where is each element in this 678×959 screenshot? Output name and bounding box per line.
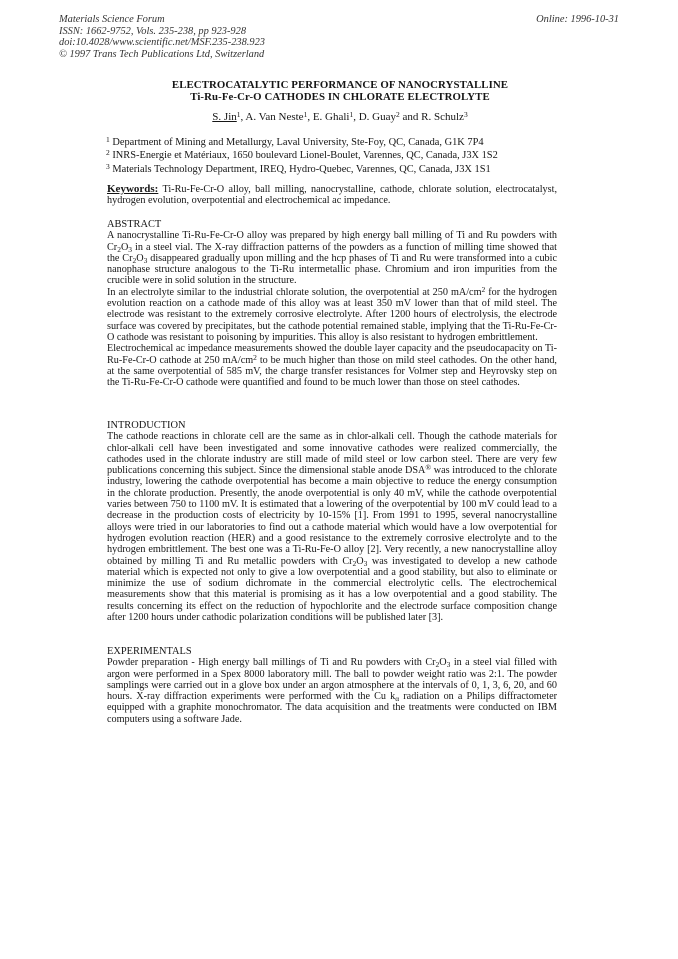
experimentals-section (107, 646, 557, 725)
author-name: , D. Guay (353, 111, 397, 123)
affiliation-line (106, 163, 626, 176)
affiliation-number: 2 (106, 148, 110, 158)
author-list (80, 111, 600, 124)
affiliation-ref: 1 (236, 110, 241, 119)
publication-header (59, 14, 619, 60)
author-name: , A. Van Neste (240, 111, 304, 123)
affiliation-line (106, 136, 626, 149)
introduction-section (107, 420, 557, 623)
doi-line: doi:10.4028/www.scientific.net/MSF.235-238.923 (59, 37, 265, 49)
affiliation-text: Materials Technology Department, IREQ, Hydro-Quebec, Varennes, QC, Canada, J3X 1S1 (109, 163, 491, 175)
introduction-heading: INTRODUCTION (107, 420, 186, 431)
affiliation-line (106, 149, 626, 162)
copyright-line: © 1997 Trans Tech Publications Ltd, Switzerland (59, 48, 265, 60)
author-name: and R. Schulz (399, 111, 464, 123)
paper-title (80, 79, 600, 103)
abstract-paragraph: Electrochemical ac impedance measurements showed the double layer capacity and the pseudocapacity on Ti-Ru-Fe-Cr-O cathode at 250 $mA/cm^2$ to be much higher than those on mild steel cathodes. On the other hand, at the same overpotential of 585 mV, the charge transfer resistances for Volmer step and Heyrovsky step on the Ti-Ru-Fe-Cr-O cathode were quantified and found to be much lower than those on steel cathodes. (107, 343, 557, 389)
affiliation-ref: 2 (396, 110, 400, 119)
issn-line: ISSN: 1662-9752, Vols. 235-238, pp 923-928 (59, 25, 247, 37)
abstract-section (107, 219, 557, 388)
journal-name: Materials Science Forum (59, 14, 165, 25)
affiliation-text: Department of Mining and Metallurgy, Laval University, Ste-Foy, QC, Canada, G1K 7P4 (109, 137, 484, 148)
affiliation-number: 3 (106, 161, 110, 171)
affiliation-ref: 1 (349, 110, 354, 119)
abstract-paragraph: In an electrolyte similar to the industrial chlorate solution, the overpotential at 250 $mA/cm^2$ for the hydrogen evolution reaction on a cathode made of this alloy was at least 350 mV lower than that of mild steel. The electrode was resistant to the extremely corrosive electrolyte. After 1200 hours of electrolysis, the electrode surface was covered by precipitates, but the cathode potential remained stable, implying that the Ti-Ru-Fe-Cr-O cathode was resistant to poisoning by impurities. This alloy is also resistant to hydrogen embrittlement. (107, 284, 557, 343)
abstract-paragraph: A nanocrystalline Ti-Ru-Fe-Cr-O alloy was prepared by high energy ball milling of Ti and Ru powders with $Cr_2O_3$ in a steel vial. The X-ray diffraction patterns of the powders as a function of milling time showed that the $Cr_2O_3$ disappeared gradually upon milling and the hcp phases of Ti and Ru were transformed into a cubic nanophase structure analogous to the Ti-Ru intermetallic phase. Chromium and iron impurities from the crucible were in solid solution in the structure. (107, 230, 557, 287)
author-name: S. Jin (212, 111, 237, 123)
abstract-heading: ABSTRACT (107, 219, 162, 230)
affiliation-text: INRS-Energie et Matériaux, 1650 boulevard Lionel-Boulet, Varennes, QC, Canada, J3X 1S2 (109, 150, 498, 162)
introduction-paragraph: The cathode reactions in chlorate cell are the same as in chlor-alkali cell. Though the cathode materials for chlor-alkali cell have been investigated and some innovative cathodes were realized commercially, the cathodes used in the chlorate industry are still made of mild steel or low carbon steel. There are very few publications concerning this subject. Since the dimensional stable anode DSA® was introduced to the chlorate industry, lowering the cathode overpotential has become a main objective to reduce the energy consumption in the chlorate production. Presently, the anode overpotential is only 40 mV, while the cathode overpotential varies between 750 to 1100 mV. It is estimated that a lowering of the overpotential by 100 mV could lead to a decrease in the production costs of electricity by 10-15% [1]. From 1991 to 1995, several nanocrystalline alloys were tried in our laboratories to find out a cathode material which would have a low overpotential for hydrogen evolution reaction (HER) and a good resistance to the extremely corrosive electrolyte and to the hydrogen embrittlement. The best one was a Ti-Ru-Fe-O alloy [2]. Very recently, a new nanocrystalline alloy obtained by milling Ti and Ru metallic powders with $Cr_2O_3$ was investigated to develop a new cathode material which is expected not only to give a low overpotential and a good stability, but also to eliminate or minimize the use of sodium dichromate in the commercial electrolytic cells. The electrochemical measurements show that this material is promising as it has a low overpotential and a good stability. The results concerning its effect on the reduction of hypochlorite and the electrode surface composition change after 1200 hours under cathodic polarization conditions will be published later [3]. (107, 431, 558, 624)
title-line-2: Ti-Ru-Fe-Cr-O CATHODES IN CHLORATE ELECTROLYTE (190, 91, 490, 103)
affiliation-number: 1 (106, 135, 110, 144)
affiliation-ref: 3 (463, 110, 468, 119)
experimentals-paragraph: Powder preparation - High energy ball millings of Ti and Ru powders with $Cr_2O_3$ in a steel vial filled with argon were performed in a Spex 8000 laboratory mill. The ball to powder weight ratio was 2:1. The powder samplings were carried out in a glove box under an argon atmosphere at the intervals of 0, 1, 3, 6, 20, and 60 hours. X-ray diffraction experiments were performed with the Cu $k_\alpha$ radiation on a Philips diffractometer equipped with a graphite monochromator. The data acquisition and the treatments were conducted on IBM computers using a software Jade. (107, 657, 557, 725)
author-name: , E. Ghali (307, 111, 350, 123)
affiliations (106, 136, 626, 176)
keywords-section (107, 184, 557, 207)
affiliation-ref: 1 (303, 110, 308, 119)
experimentals-heading: EXPERIMENTALS (107, 646, 192, 657)
title-line-1: ELECTROCATALYTIC PERFORMANCE OF NANOCRYSTALLINE (171, 79, 509, 91)
keywords-label: Keywords: (107, 183, 159, 195)
keywords-text: Ti-Ru-Fe-Cr-O alloy, ball milling, nanocrystalline, cathode, chlorate solution, electrocatalyst, hydrogen evolution, overpotential and electrochemical ac impedance. (107, 184, 557, 207)
online-date: Online: 1996-10-31 (536, 14, 619, 25)
